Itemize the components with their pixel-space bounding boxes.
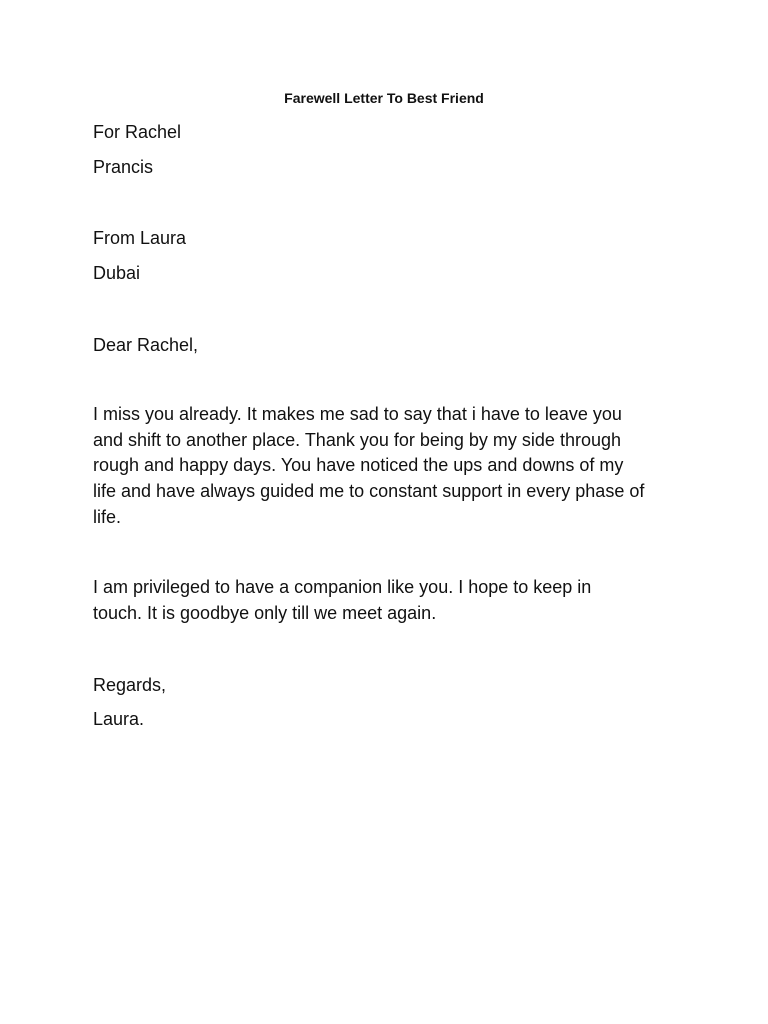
document-title: Farewell Letter To Best Friend: [284, 90, 484, 106]
recipient-name: For Rachel: [93, 122, 182, 142]
signature: Laura.: [93, 709, 145, 729]
body-paragraph-line: touch. It is goodbye only till we meet again.: [93, 602, 437, 623]
body-paragraph-line: I am privileged to have a companion like you. I hope to keep in: [93, 577, 592, 597]
body-paragraph-line: and shift to another place. Thank you for being by my side through: [93, 429, 621, 450]
body-paragraph-line: life and have always guided me to constant support in every phase of: [93, 481, 645, 502]
body-paragraph-line: I miss you already. It makes me sad to say that i have to leave you: [93, 404, 622, 424]
body-paragraph-line: life.: [93, 506, 122, 527]
body-paragraph-line: rough and happy days. You have noticed the ups and downs of my: [93, 455, 624, 476]
sender-name: From Laura: [93, 228, 187, 248]
sender-location: Dubai: [93, 263, 141, 283]
body-paragraph-2: [93, 575, 693, 626]
body-paragraph-1: [93, 402, 693, 531]
salutation: Dear Rachel,: [93, 335, 199, 355]
closing: Regards,: [93, 675, 167, 695]
recipient-location: Prancis: [93, 157, 154, 177]
